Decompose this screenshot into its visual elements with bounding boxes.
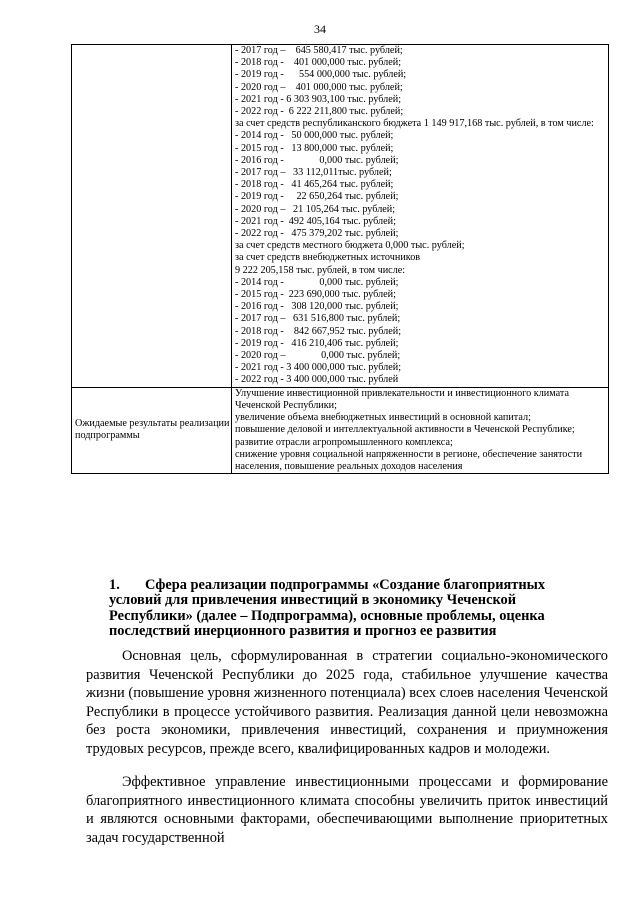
row-label-expected-results: Ожидаемые результаты реализации подпрограммы [72,387,232,473]
funding-line: - 2017 год – 631 516,800 тыс. рублей; [235,313,401,325]
funding-line: - 2019 год - 22 650,264 тыс. рублей; [235,191,399,203]
funding-line: - 2016 год - 308 120,000 тыс. рублей; [235,301,399,313]
funding-line: 9 222 205,158 тыс. рублей, в том числе: [235,264,406,276]
paragraph-2 [86,773,608,847]
funding-line: - 2016 год - 0,000 тыс. рублей; [235,154,399,166]
funding-line: - 2022 год - 3 400 000,000 тыс. рублей [235,374,399,386]
paragraph-2-text: Эффективное управление инвестиционными процессами и формирование благоприятного инвестиционного климата способны увеличить приток инвестиций и являются основными факторами, обеспечивающими выполнение приоритетных задач государственной [86,774,608,846]
funding-line: - 2017 год – 33 112,011тыс. рублей; [235,167,392,179]
funding-line: - 2020 год – 0,000 тыс. рублей; [235,350,401,362]
funding-line: - 2019 год - 416 210,406 тыс. рублей; [235,337,399,349]
funding-line: - 2021 год - 6 303 903,100 тыс. рублей; [235,93,402,105]
paragraph-1 [86,647,608,758]
funding-line: - 2019 год - 554 000,000 тыс. рублей; [235,69,407,81]
funding-line: - 2021 год - 492 405,164 тыс. рублей; [235,215,396,227]
section-heading [109,578,587,640]
funding-line: - 2020 год – 401 000,000 тыс. рублей; [235,81,403,93]
section-number: 1. [109,577,120,593]
funding-line: - 2018 год - 41 465,264 тыс. рублей; [235,179,394,191]
funding-line: за счет средств местного бюджета 0,000 тыс. рублей; [235,240,465,252]
result-item: увеличение объема внебюджетных инвестиций в основной капитал; [235,412,531,424]
funding-line: за счет средств внебюджетных источников [235,252,421,264]
table-row-results [72,387,609,473]
result-item: развитие отрасли агропромышленного комплекса; [235,436,453,448]
result-item: снижение уровня социальной напряженности в регионе, обеспечение занятости населения, повышение реальных доходов населения [235,448,583,472]
funding-line: - 2018 год - 401 000,000 тыс. рублей; [235,57,402,69]
table-row-funding [72,45,609,388]
funding-line: - 2015 год - 13 800,000 тыс. рублей; [235,142,394,154]
section-title-text: Сфера реализации подпрограммы «Создание благоприятных условий для привлечения инвестиций в экономику Чеченской Республики» (далее – Подпрограмма), основные проблемы, оценка последствий инерционного развития и прогноз ее развития [109,577,546,640]
funding-line: - 2021 год - 3 400 000,000 тыс. рублей; [235,362,402,374]
funding-line: - 2022 год - 6 222 211,800 тыс. рублей; [235,106,404,118]
funding-line: - 2020 год – 21 105,264 тыс. рублей; [235,203,396,215]
row-label-empty [72,45,232,388]
results-cell [232,387,609,473]
paragraph-1-text: Основная цель, сформулированная в стратегии социально-экономического развития Чеченской Республики до 2025 года, стабильное улучшение качества жизни (повышение уровня жизненного потенциала) всех слоев населения Чеченской Республики в процессе устойчивого развития. Реализация данной цели невозможна без роста экономики, привлечения инвестиций, сохранения и приумножения трудовых ресурсов, прежде всего, квалифицированных кадров и молодежи. [86,648,608,757]
funding-line: - 2014 год - 0,000 тыс. рублей; [235,276,399,288]
funding-line: за счет средств республиканского бюджета 1 149 917,168 тыс. рублей, в том числе: [235,118,594,130]
program-table [71,44,609,474]
funding-cell [232,45,609,388]
funding-line: - 2022 год - 475 379,202 тыс. рублей; [235,228,399,240]
result-item: повышение деловой и интеллектуальной активности в Чеченской Республике; [235,424,575,436]
funding-line: - 2018 год - 842 667,952 тыс. рублей; [235,325,402,337]
funding-line: - 2015 год - 223 690,000 тыс. рублей; [235,289,396,301]
page-number: 34 [314,22,326,36]
funding-line: - 2017 год – 645 580,417 тыс. рублей; [235,45,403,56]
funding-line: - 2014 год - 50 000,000 тыс. рублей; [235,130,394,142]
result-item: Улучшение инвестиционной привлекательности и инвестиционного климата Чеченской Республики; [235,387,569,411]
